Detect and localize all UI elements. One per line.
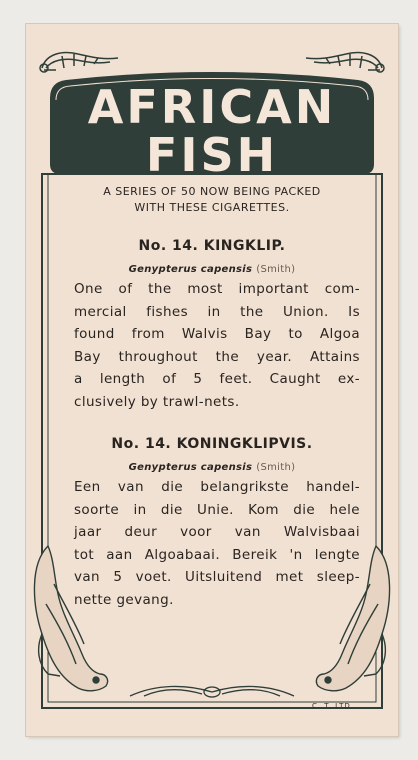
english-line: mercial fishes in the Union. Is — [74, 303, 360, 320]
afrikaans-line: van 5 voet. Uitsluitend met sleep- — [74, 569, 360, 585]
english-line: a length of 5 feet. Caught ex- — [74, 371, 360, 387]
title-line-1: AFRICAN — [87, 80, 337, 134]
afrikaans-line: tot aan Algoabaai. Bereik 'n lengte — [74, 546, 360, 563]
shell-ornament-bottom-icon — [130, 686, 294, 697]
english-heading: No. 14. KINGKLIP. — [138, 238, 286, 254]
afrikaans-description — [74, 476, 360, 611]
english-line: clusively by trawl-nets. — [74, 393, 240, 410]
cigarette-card — [26, 24, 398, 736]
afrikaans-species: Genypterus capensis — [128, 462, 253, 473]
english-species: Genypterus capensis — [128, 264, 253, 275]
english-scientific-name — [56, 264, 368, 275]
english-line: found from Walvis Bay to Algoa — [74, 326, 360, 342]
afrikaans-line: Een van die belangrikste handel- — [74, 479, 360, 495]
subtitle-line-1: A SERIES OF 50 NOW BEING PACKED — [103, 185, 321, 198]
afrikaans-line: soorte in die Unie. Kom die hele — [74, 501, 360, 518]
subtitle-line-2: WITH THESE CIGARETTES. — [134, 201, 290, 214]
english-line: One of the most important com- — [74, 281, 360, 297]
series-subtitle — [56, 184, 368, 216]
afrikaans-scientific-name — [56, 462, 368, 473]
english-line: Bay throughout the year. Attains — [74, 348, 360, 365]
afrikaans-line: jaar deur voor van Walvisbaai — [74, 524, 360, 540]
printer-mark: C. T. LTD. — [311, 702, 354, 710]
title-line-2: FISH — [145, 128, 279, 182]
english-authority: (Smith) — [256, 264, 296, 275]
english-description — [74, 278, 360, 413]
afrikaans-heading: No. 14. KONINGKLIPVIS. — [111, 436, 313, 452]
shell-ornament-left-icon — [40, 53, 118, 72]
afrikaans-line: nette gevang. — [74, 591, 174, 608]
afrikaans-authority: (Smith) — [256, 462, 296, 473]
shell-ornament-right-icon — [306, 53, 384, 72]
